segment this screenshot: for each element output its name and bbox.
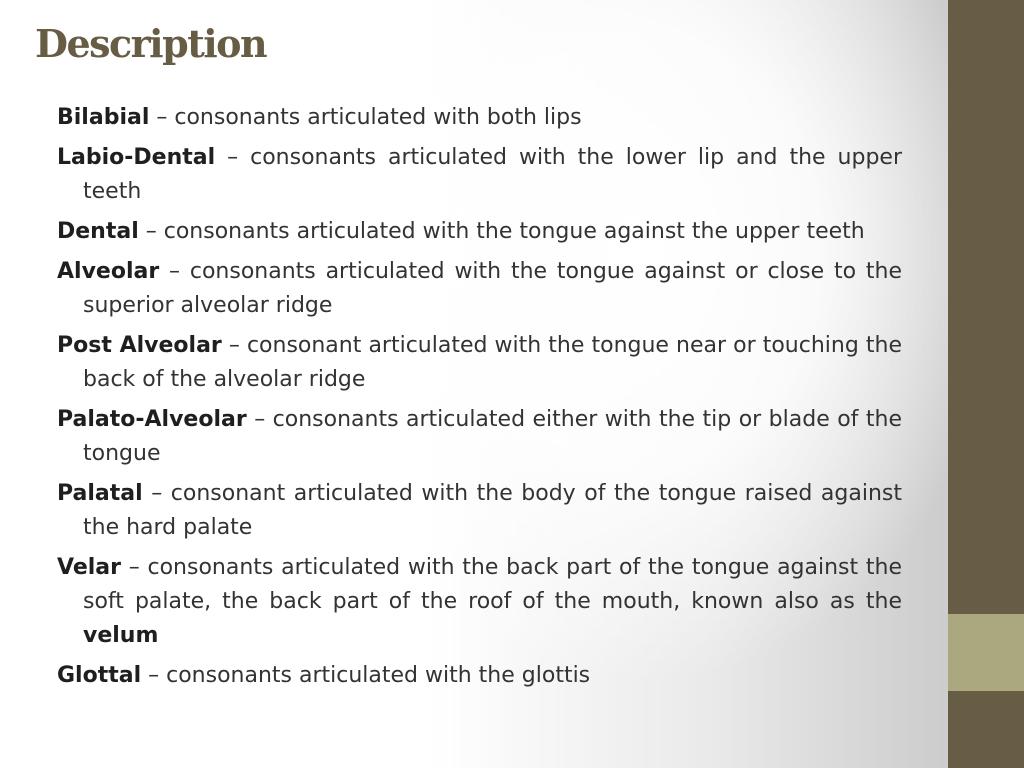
definition: – consonants articulated with the tongue against or close to the superior alveolar ridge bbox=[83, 259, 902, 318]
term: Bilabial bbox=[57, 105, 150, 130]
definition-list bbox=[57, 101, 902, 699]
list-item-post-alveolar bbox=[57, 329, 902, 397]
term: Glottal bbox=[57, 663, 142, 688]
term: Post Alveolar bbox=[57, 333, 222, 358]
emphasis-term: velum bbox=[83, 623, 159, 648]
definition: – consonant articulated with the tongue near or touching the back of the alveolar ridge bbox=[83, 333, 902, 392]
list-item-glottal bbox=[57, 659, 902, 693]
definition: – consonants articulated with the lower lip and the upper teeth bbox=[83, 145, 902, 204]
list-item-palatal bbox=[57, 477, 902, 545]
list-item-palato-alveolar bbox=[57, 403, 902, 471]
list-item-bilabial bbox=[57, 101, 902, 135]
term: Palato-Alveolar bbox=[57, 407, 247, 432]
term: Alveolar bbox=[57, 259, 160, 284]
definition: – consonants articulated with the tongue against the upper teeth bbox=[138, 219, 865, 244]
definition: – consonants articulated with both lips bbox=[149, 105, 582, 130]
term: Labio-Dental bbox=[57, 145, 216, 170]
term: Dental bbox=[57, 219, 139, 244]
definition: – consonant articulated with the body of the tongue raised against the hard palate bbox=[83, 481, 902, 540]
list-item-alveolar bbox=[57, 255, 902, 323]
sidebar-accent-block bbox=[948, 614, 1024, 691]
term: Velar bbox=[57, 555, 121, 580]
slide-title: Description bbox=[35, 21, 267, 66]
definition: – consonants articulated with the back part of the tongue against the soft palate, the back part of the roof of the mouth, known also as the bbox=[83, 555, 902, 614]
list-item-velar bbox=[57, 551, 902, 653]
list-item-dental bbox=[57, 215, 902, 249]
term: Palatal bbox=[57, 481, 143, 506]
list-item-labio-dental bbox=[57, 141, 902, 209]
definition: – consonants articulated with the glottis bbox=[141, 663, 591, 688]
definition: – consonants articulated either with the tip or blade of the tongue bbox=[83, 407, 902, 466]
